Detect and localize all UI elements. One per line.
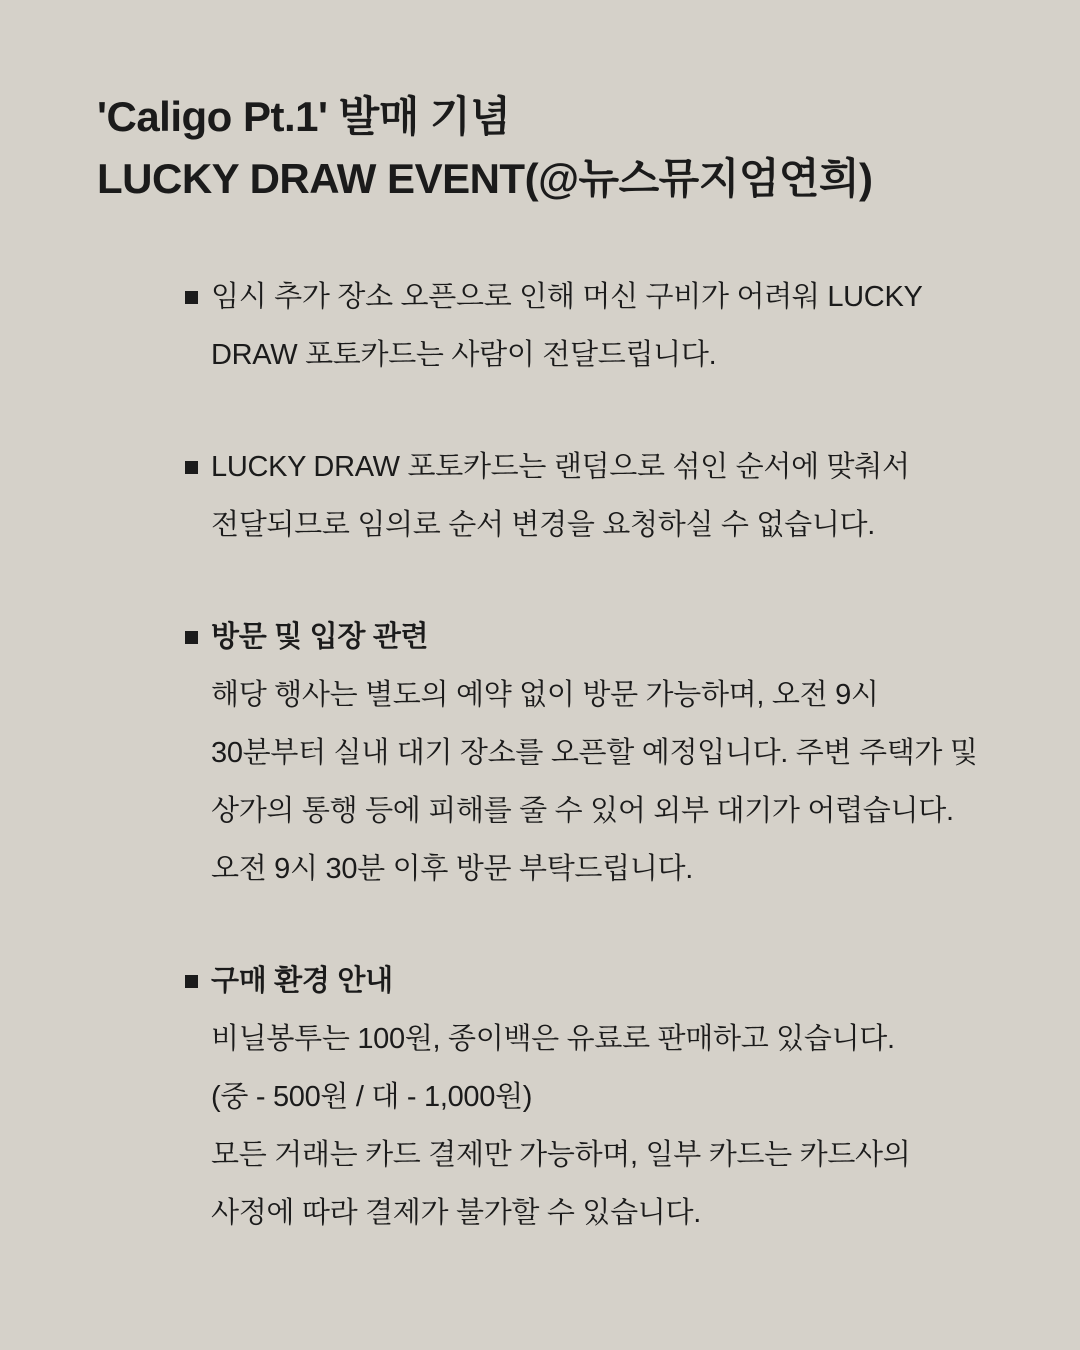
notice-text: 오전 9시 30분 이후 방문 부탁드립니다.: [211, 853, 694, 885]
notice-text: 모든 거래는 카드 결제만 가능하며, 일부 카드는 카드사의: [211, 1139, 911, 1171]
notice-heading-line: [185, 952, 1030, 1010]
notice-section-random-order: [185, 438, 1030, 554]
notice-text: DRAW 포토카드는 사람이 전달드립니다.: [211, 339, 717, 371]
notice-text: 임시 추가 장소 오픈으로 인해 머신 구비가 어려워 LUCKY: [211, 281, 923, 313]
notice-line: [185, 438, 1030, 496]
notice-text: 사정에 따라 결제가 불가할 수 있습니다.: [211, 1197, 701, 1229]
notice-heading-line: [185, 608, 1030, 666]
notice-text: 해당 행사는 별도의 예약 없이 방문 가능하며, 오전 9시: [211, 679, 879, 711]
notice-text: LUCKY DRAW 포토카드는 랜덤으로 섞인 순서에 맞춰서: [211, 451, 910, 483]
notice-text: 전달되므로 임의로 순서 변경을 요청하실 수 없습니다.: [211, 509, 876, 541]
notice-section-visit-entry: [185, 608, 1030, 898]
section-heading: 구매 환경 안내: [211, 965, 393, 997]
notice-line: [185, 268, 1030, 326]
poster-title: [97, 86, 1030, 210]
notice-section-purchase-environment: [185, 952, 1030, 1242]
section-heading: 방문 및 입장 관련: [211, 621, 429, 653]
notice-text: 상가의 통행 등에 피해를 줄 수 있어 외부 대기가 어렵습니다.: [211, 795, 954, 827]
notice-content: [185, 268, 1030, 1242]
bullet-square-icon: [185, 631, 198, 644]
poster-title-line1: 'Caligo Pt.1' 발매 기념: [97, 93, 511, 140]
poster-title-line2: LUCKY DRAW EVENT(@뉴스뮤지엄연희): [97, 155, 873, 202]
notice-text: 비닐봉투는 100원, 종이백은 유료로 판매하고 있습니다.: [211, 1023, 895, 1055]
bullet-square-icon: [185, 291, 198, 304]
notice-section-photocard-delivery: [185, 268, 1030, 384]
notice-text: 30분부터 실내 대기 장소를 오픈할 예정입니다. 주변 주택가 및: [211, 737, 978, 769]
notice-text: (중 - 500원 / 대 - 1,000원): [211, 1081, 533, 1113]
bullet-square-icon: [185, 975, 198, 988]
bullet-square-icon: [185, 461, 198, 474]
